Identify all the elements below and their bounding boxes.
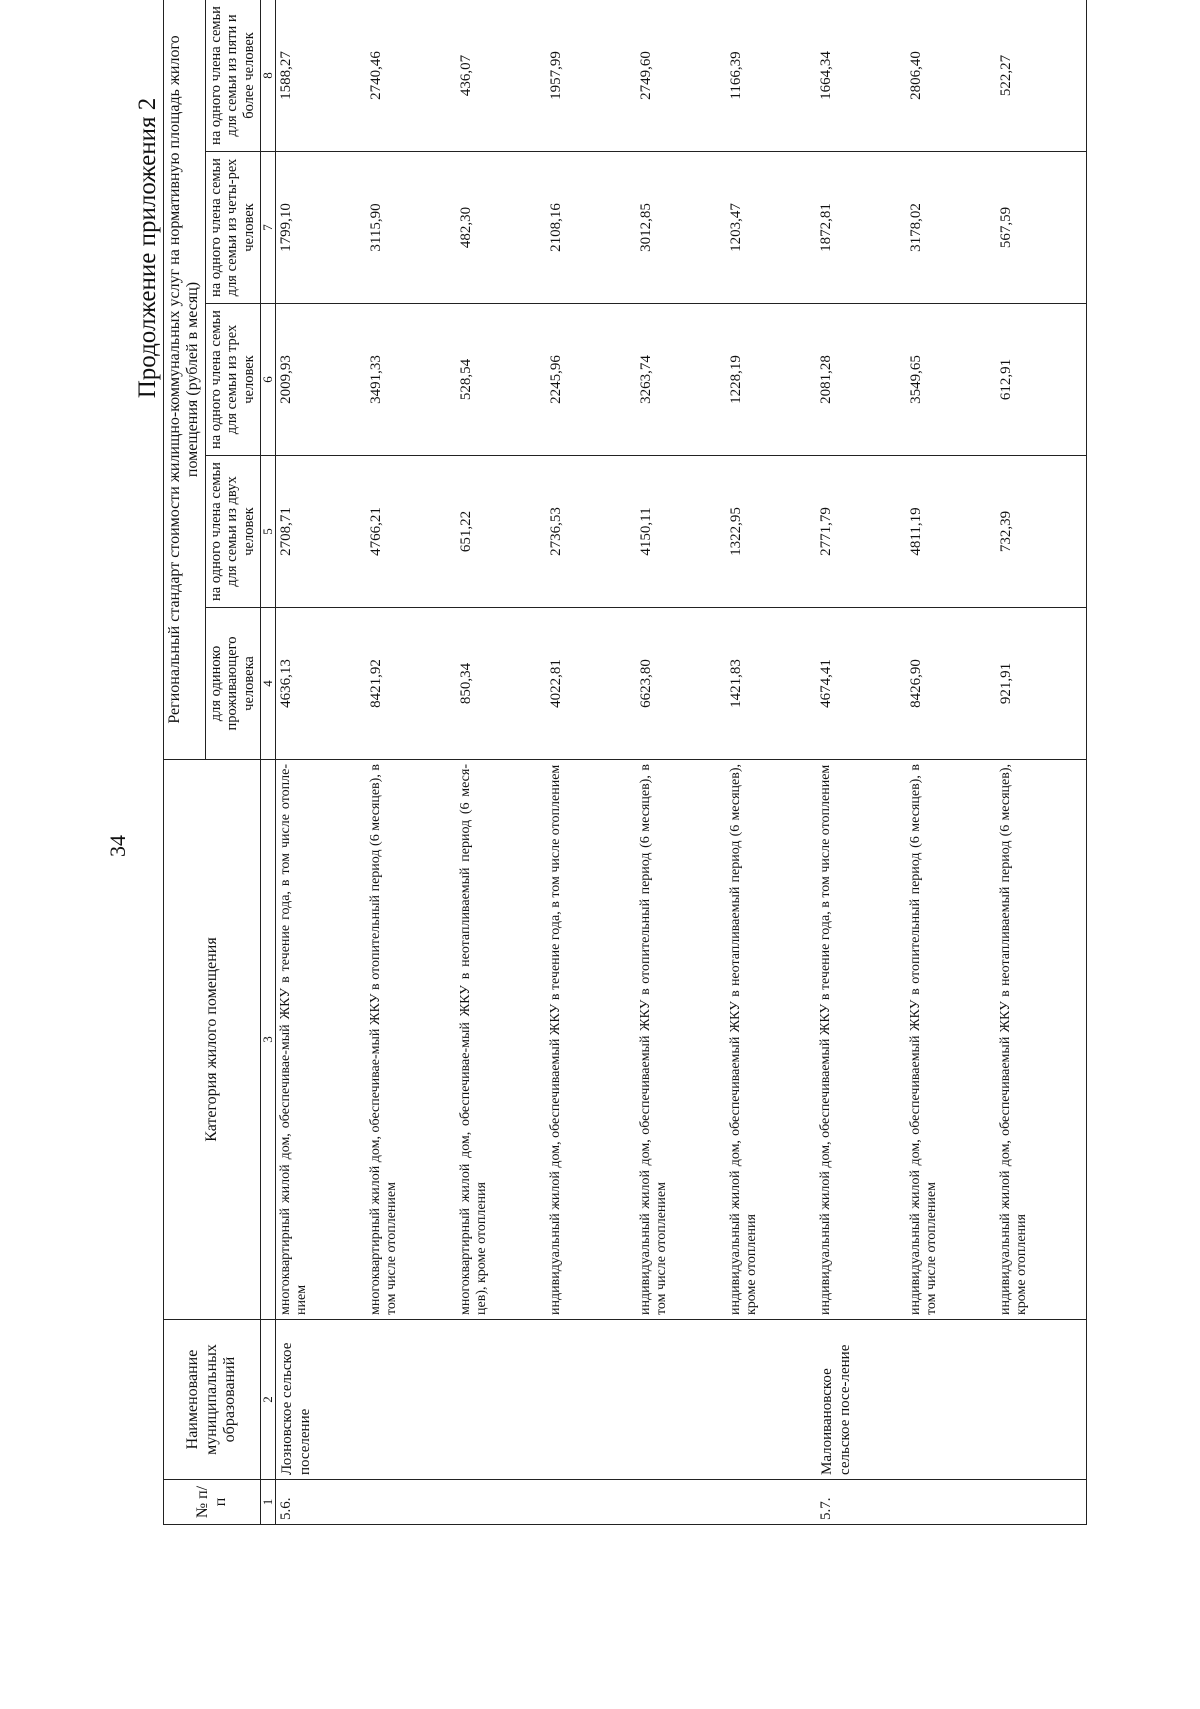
value-single: 8426,90 (906, 608, 996, 760)
value-two-persons: 4811,19 (906, 456, 996, 608)
value-single: 4674,41 (816, 608, 906, 760)
column-number: 4 (260, 608, 275, 760)
municipality-name (546, 1320, 636, 1480)
value-two-persons: 732,39 (996, 456, 1087, 608)
value-four-persons: 1799,10 (275, 152, 366, 304)
housing-category: индивидуальный жилой дом, обеспечиваемый ЖКУ в неотапливаемый период (6 месяцев), кроме отопления (726, 760, 816, 1320)
municipality-name (366, 1320, 456, 1480)
header-four: на одного члена семьи для семьи из четы-рех человек (205, 152, 260, 304)
municipality-name (636, 1320, 726, 1480)
value-four-persons: 482,30 (456, 152, 546, 304)
value-five-plus-persons: 1957,99 (546, 0, 636, 152)
header-index: № п/п (164, 1480, 261, 1525)
column-number: 3 (260, 760, 275, 1320)
table-row (636, 0, 726, 1525)
value-three-persons: 2081,28 (816, 304, 906, 456)
rotated-table-container (163, 0, 1200, 1525)
column-number: 5 (260, 456, 275, 608)
value-five-plus-persons: 2740,46 (366, 0, 456, 152)
housing-category: индивидуальный жилой дом, обеспечиваемый ЖКУ в течение года, в том числе отоплением (546, 760, 636, 1320)
value-three-persons: 612,91 (996, 304, 1087, 456)
municipality-name: Лозновское сельское поселение (275, 1320, 366, 1480)
municipality-name (996, 1320, 1087, 1480)
value-four-persons: 1203,47 (726, 152, 816, 304)
row-index: 5.7. (816, 1480, 906, 1525)
row-index (636, 1480, 726, 1525)
table-body (275, 0, 1086, 1525)
table-row (366, 0, 456, 1525)
municipality-name (906, 1320, 996, 1480)
value-five-plus-persons: 1588,27 (275, 0, 366, 152)
column-number-row (260, 0, 275, 1525)
value-four-persons: 3012,85 (636, 152, 726, 304)
value-single: 8421,92 (366, 608, 456, 760)
value-single: 850,34 (456, 608, 546, 760)
value-three-persons: 3491,33 (366, 304, 456, 456)
value-single: 4636,13 (275, 608, 366, 760)
municipality-name (726, 1320, 816, 1480)
table-row (726, 0, 816, 1525)
value-five-plus-persons: 2806,40 (906, 0, 996, 152)
header-single: для одиноко проживающего человека (205, 608, 260, 760)
table-row (546, 0, 636, 1525)
value-three-persons: 2009,93 (275, 304, 366, 456)
value-three-persons: 528,54 (456, 304, 546, 456)
tariff-table (163, 0, 1087, 1525)
value-single: 4022,81 (546, 608, 636, 760)
value-four-persons: 1872,81 (816, 152, 906, 304)
value-five-plus-persons: 2749,60 (636, 0, 726, 152)
housing-category: индивидуальный жилой дом, обеспечиваемый ЖКУ в течение года, в том числе отоплением (816, 760, 906, 1320)
header-category: Категория жилого помещения (164, 760, 261, 1320)
municipality-name (456, 1320, 546, 1480)
value-single: 921,91 (996, 608, 1087, 760)
value-two-persons: 4150,11 (636, 456, 726, 608)
value-two-persons: 2736,53 (546, 456, 636, 608)
value-three-persons: 3549,65 (906, 304, 996, 456)
value-five-plus-persons: 436,07 (456, 0, 546, 152)
header-group: Региональный стандарт стоимости жилищно-коммунальных услуг на нормативную площадь жилого помещения (рублей в месяц) (164, 0, 206, 760)
row-index (906, 1480, 996, 1525)
value-two-persons: 2708,71 (275, 456, 366, 608)
column-number: 8 (260, 0, 275, 152)
table-row (996, 0, 1087, 1525)
value-five-plus-persons: 1166,39 (726, 0, 816, 152)
value-two-persons: 651,22 (456, 456, 546, 608)
column-number: 7 (260, 152, 275, 304)
value-single: 6623,80 (636, 608, 726, 760)
value-four-persons: 3178,02 (906, 152, 996, 304)
table-row (816, 0, 906, 1525)
row-index (366, 1480, 456, 1525)
table-row (906, 0, 996, 1525)
value-four-persons: 2108,16 (546, 152, 636, 304)
housing-category: многоквартирный жилой дом, обеспечивае-мый ЖКУ в неотапливаемый период (6 меся-цев), кроме отопления (456, 760, 546, 1320)
header-two: на одного члена семьи для семьи из двух человек (205, 456, 260, 608)
row-index (726, 1480, 816, 1525)
column-number: 2 (260, 1320, 275, 1480)
value-two-persons: 2771,79 (816, 456, 906, 608)
header-five: на одного члена семьи для семьи из пяти и более человек (205, 0, 260, 152)
value-two-persons: 4766,21 (366, 456, 456, 608)
value-three-persons: 3263,74 (636, 304, 726, 456)
page-number: 34 (105, 835, 130, 857)
row-index (546, 1480, 636, 1525)
table-row (456, 0, 546, 1525)
value-two-persons: 1322,95 (726, 456, 816, 608)
header-municipality: Наименование муниципальных образований (164, 1320, 261, 1480)
column-number: 6 (260, 304, 275, 456)
value-five-plus-persons: 522,27 (996, 0, 1087, 152)
housing-category: индивидуальный жилой дом, обеспечиваемый ЖКУ в отопительный период (6 месяцев), в том числе отоплением (906, 760, 996, 1320)
row-index (456, 1480, 546, 1525)
table-row (275, 0, 366, 1525)
value-five-plus-persons: 1664,34 (816, 0, 906, 152)
value-four-persons: 3115,90 (366, 152, 456, 304)
housing-category: многоквартирный жилой дом, обеспечивае-мый ЖКУ в отопительный период (6 месяцев), в том числе отоплением (366, 760, 456, 1320)
housing-category: индивидуальный жилой дом, обеспечиваемый ЖКУ в отопительный период (6 месяцев), в том числе отоплением (636, 760, 726, 1320)
appendix-title: Продолжение приложения 2 (134, 97, 161, 399)
column-number: 1 (260, 1480, 275, 1525)
municipality-name: Малоивановское сельское посе-ление (816, 1320, 906, 1480)
row-index (996, 1480, 1087, 1525)
value-single: 1421,83 (726, 608, 816, 760)
row-index: 5.6. (275, 1480, 366, 1525)
header-three: на одного члена семьи для семьи из трех человек (205, 304, 260, 456)
value-three-persons: 2245,96 (546, 304, 636, 456)
housing-category: многоквартирный жилой дом, обеспечивае-мый ЖКУ в течение года, в том числе отопле-нием (275, 760, 366, 1320)
value-four-persons: 567,59 (996, 152, 1087, 304)
housing-category: индивидуальный жилой дом, обеспечиваемый ЖКУ в неотапливаемый период (6 месяцев), кроме отопления (996, 760, 1087, 1320)
value-three-persons: 1228,19 (726, 304, 816, 456)
